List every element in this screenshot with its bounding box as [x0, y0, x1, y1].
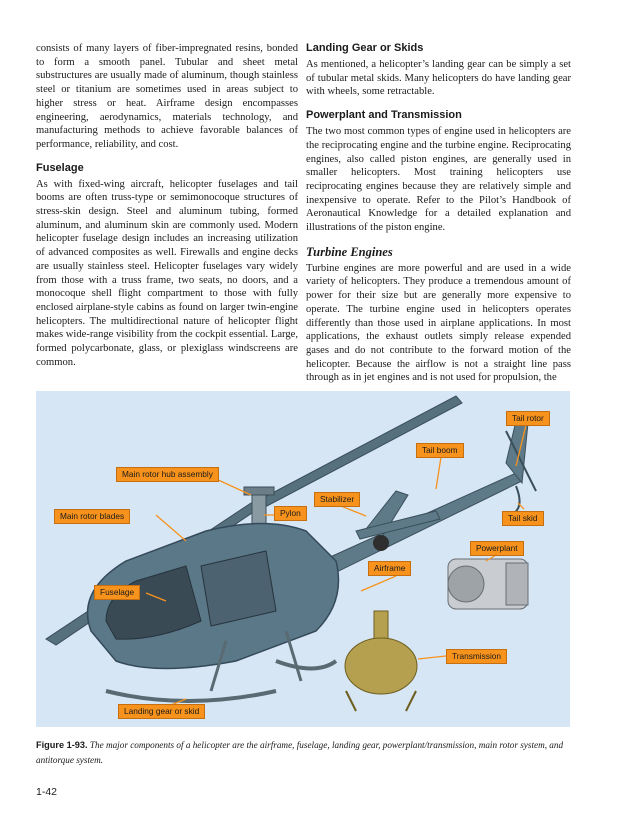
- leader-transmission: [418, 656, 446, 659]
- landing-skid-left: [106, 691, 276, 701]
- landing-gear-paragraph: As mentioned, a helicopter’s landing gear can be simply a set of tubular metal skids. Many helicopters do have landing gear with wheels, some retractable.: [306, 59, 571, 98]
- landing-skid-right: [276, 661, 336, 669]
- turbine-heading: Turbine Engines: [306, 244, 393, 259]
- left-column: [36, 42, 298, 379]
- helicopter-figure: [36, 391, 570, 727]
- callout-stabilizer: Stabilizer: [314, 492, 360, 507]
- callout-tail-rotor: Tail rotor: [506, 411, 550, 426]
- intro-paragraph: consists of many layers of fiber-impregnated resins, bonded to form a smooth panel. Tubular and sheet metal substructures are usually made of aluminum, though stainless steel or titanium are sometimes used in areas subject to higher stress or heat. Airframe design encompasses engineering, aerodynamics, materials technology, and manufacturing methods to achieve favorable balances of performance, reliability, and cost.: [36, 43, 298, 150]
- leader-rotor-blades: [156, 515, 186, 541]
- powerplant-paragraph: The two most common types of engine used in helicopters are the reciprocating engine and the turbine engine. Reciprocating engines, also called piston engines, are generally used in smaller helicopters. Most training helicopters use reciprocating engines because they are relatively simple and inexpensive to operate. Refer to the Pilot’s Handbook of Aeronautical Knowledge for a detailed explanation and illustrations of the piston engine.: [306, 126, 571, 234]
- engine-intake: [448, 566, 484, 602]
- turbine-paragraph: Turbine engines are more powerful and are used in a wide variety of helicopters. They produce a tremendous amount of power for their size but are generally more expensive to operate. The turbine engine used in helicopters operates differently than those used in airplane applications. In most applications, the exhaust outlets simply release expended gases and do not contribute to the forward motion of the helicopter. Because the airflow is not a straight line pass through as in jet engines and is not used for propulsion, the: [306, 262, 571, 384]
- callout-landing-gear: Landing gear or skid: [118, 704, 205, 719]
- callout-powerplant: Powerplant: [470, 541, 524, 556]
- helicopter-illustration: [36, 391, 570, 727]
- right-column: [306, 42, 571, 395]
- transmission-housing: [345, 638, 417, 694]
- callout-main-rotor-hub: Main rotor hub assembly: [116, 467, 219, 482]
- callout-fuselage: Fuselage: [94, 585, 140, 600]
- page-number: 1-42: [36, 786, 58, 798]
- leader-airframe: [361, 576, 396, 591]
- callout-main-rotor-blades: Main rotor blades: [54, 509, 130, 524]
- exhaust-pipe: [373, 535, 389, 551]
- callout-pylon: Pylon: [274, 506, 307, 521]
- figure-caption-text: The major components of a helicopter are the airframe, fuselage, landing gear, powerplant/transmission, main rotor system, and antitorque system.: [36, 740, 564, 765]
- leader-tail-boom: [436, 457, 441, 489]
- figure-caption: [36, 738, 571, 768]
- fuselage-heading: Fuselage: [36, 161, 84, 174]
- landing-gear-heading: Landing Gear or Skids: [306, 42, 424, 54]
- figure-label: Figure 1-93.: [36, 740, 88, 750]
- tail-skid-shape: [514, 486, 520, 513]
- engine-rear: [506, 563, 528, 605]
- transmission-mount: [406, 691, 416, 711]
- callout-airframe: Airframe: [368, 561, 411, 576]
- callout-tail-skid: Tail skid: [502, 511, 544, 526]
- fuselage-paragraph: As with fixed-wing aircraft, helicopter fuselages and tail booms are often truss-type or semimonocoque structures of stress-skin design. Steel and aluminum tubing, formed aluminum, and aluminum skin are commonly used. Modern helicopter fuselage design includes an increasing utilization of advanced composites as well. Firewalls and engine decks are usually stainless steel. Helicopter fuselages vary widely from those with a truss frame, two seats, no doors, and a monocoque shell flight compartment to those with fully enclosed airplane-style cabins as found on larger twin-engine helicopters. The multidirectional nature of helicopter flight makes wide-range visibility from the cockpit essential. Large, formed polycarbonate, glass, or plexiglass windscreens are common.: [36, 178, 298, 368]
- callout-transmission: Transmission: [446, 649, 507, 664]
- transmission-mount: [346, 691, 356, 711]
- powerplant-heading: Powerplant and Transmission: [306, 109, 462, 122]
- callout-tail-boom: Tail boom: [416, 443, 464, 458]
